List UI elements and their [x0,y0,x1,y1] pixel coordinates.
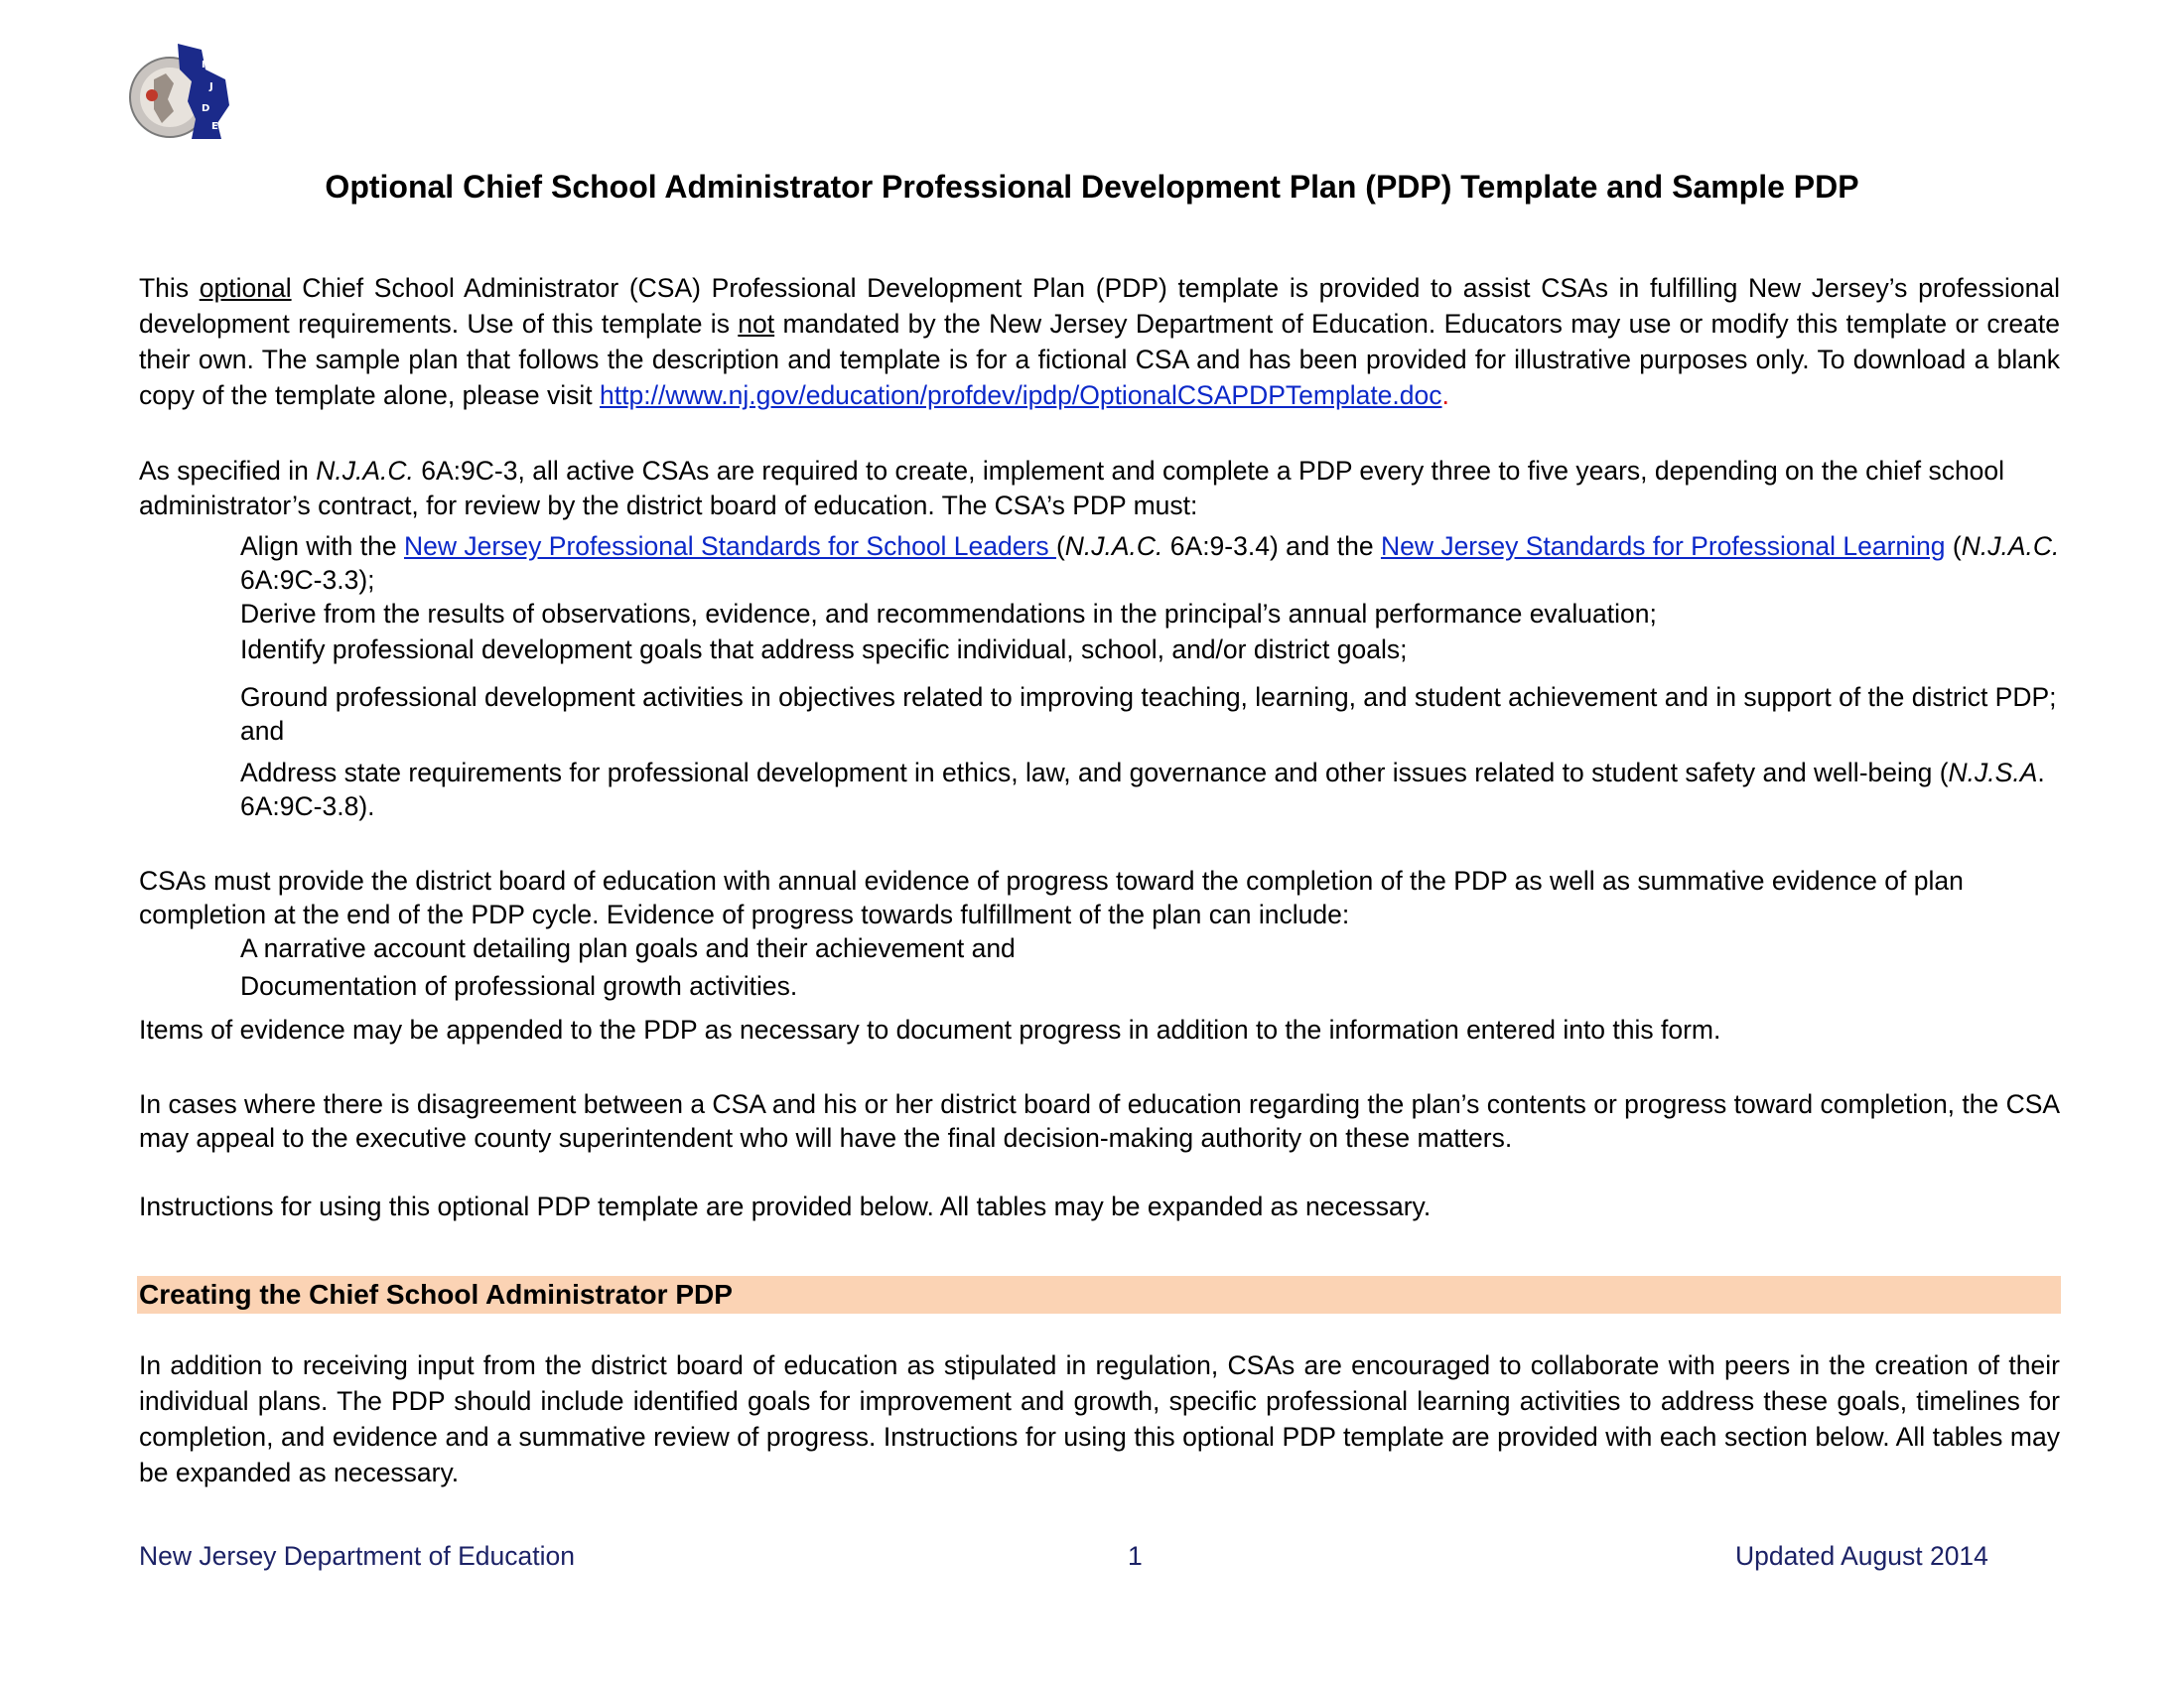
creating-paragraph: In addition to receiving input from the district board of education as stipulated in regulation, CSAs are encouraged to collaborate with peers in the creation of their individual plans. The PDP should include identified goals for improvement and growth, specific professional learning activities to address these goals, timelines for completion, and evidence and a summative review of progress. Instructions for using this optional PDP template are provided with each section below. All tables may be expanded as necessary. [139,1350,2060,1487]
specified-text: As specified in [139,456,317,486]
instructions-paragraph: Instructions for using this optional PDP template are provided below. All tables may be expanded as necessary. [139,1192,1432,1221]
list-item-text: Identify professional development goals that address specific individual, school, and/or district goals; [240,634,1408,664]
optional-emphasis: optional [199,273,292,303]
list-item-text: . 6A:9C-3.8). [240,758,2045,821]
list-item [139,931,2075,965]
footer-right: Updated August 2014 [1735,1541,1988,1571]
list-item-text: 6A:9-3.4) and the [1162,531,1381,561]
list-item [139,969,2075,1003]
list-item-text: Documentation of professional growth activities. [240,971,798,1001]
list-item-text: 6A:9C-3.3); [240,565,375,595]
list-item-text: Derive from the results of observations, evidence, and recommendations in the principal’s annual performance evaluation; [240,599,1657,629]
svg-text:E: E [211,121,218,132]
intro-text: Chief School Administrator (CSA) Professional Development Plan (PDP) template is provided to assist CSAs in fulfilling New Jersey’s professional development requirements. Use of this template is [139,273,2060,339]
page-number: 1 [1128,1541,1143,1571]
nj-doe-logo [122,40,241,139]
njac-citation: N.J.A.C. [1064,531,1163,561]
specified-text: 6A:9C-3, all active CSAs are required to create, implement and complete a PDP every three to five years, depending on the chief school administrator’s contract, for review by the district board of education. The CSA’s PDP must: [139,456,2005,520]
section-heading-bar [137,1276,2061,1314]
svg-text:D: D [202,103,210,114]
document-title: Optional Chief School Administrator Professional Development Plan (PDP) Template and Sample PDP [325,169,1859,205]
list-item-text: A narrative account detailing plan goals and their achievement and [240,933,1016,963]
njac-citation: N.J.A.C. [316,456,414,486]
list-item-text: ( [1055,531,1065,561]
disagreement-paragraph: In cases where there is disagreement between a CSA and his or her district board of education regarding the plan’s contents or progress toward completion, the CSA may appeal to the executive county superintendent who will have the final decision-making authority on these matters. [139,1089,2059,1153]
njsa-citation: N.J.S.A [1948,758,2038,787]
list-item-text: Align with the [240,531,404,561]
items-evidence-paragraph: Items of evidence may be appended to the PDP as necessary to document progress in addition to the information entered into this form. [139,1015,1721,1045]
not-emphasis: not [738,309,775,339]
list-item-text: ( [1945,531,1962,561]
list-item [139,529,2075,597]
list-item-text: Ground professional development activities in objectives related to improving teaching, learning, and student achievement and in support of the district PDP; and [240,682,2057,746]
specified-paragraph [139,454,2060,523]
list-item [139,633,2075,666]
evidence-paragraph: CSAs must provide the district board of education with annual evidence of progress toward the completion of the PDP as well as summative evidence of plan completion at the end of the PDP cycle. Evidence of progress towards fulfillment of the plan can include: [139,866,1964,929]
pdp-requirements-list [139,529,2075,823]
list-item [139,756,2075,823]
njac-citation: N.J.A.C. [1961,531,2060,561]
template-download-link[interactable]: http://www.nj.gov/education/profdev/ipdp/OptionalCSAPDPTemplate.doc [600,380,1442,410]
list-item [139,597,2075,631]
intro-period: . [1441,380,1449,410]
list-item-text: Address state requirements for professional development in ethics, law, and governance and other issues related to student safety and well-being ( [240,758,1949,787]
svg-text:J: J [209,81,213,92]
evidence-list [139,931,2075,1003]
standards-school-leaders-link[interactable]: New Jersey Professional Standards for School Leaders [403,531,1056,561]
intro-paragraph [139,270,2060,413]
intro-text: mandated by the New Jersey Department of Education. Educators may use or modify this template or create their own. The sample plan that follows the description and template is for a fictional CSA and has been provided for illustrative purposes only. To download a blank copy of the template alone, please visit [139,309,2060,410]
standards-professional-learning-link[interactable]: New Jersey Standards for Professional Learning [1380,531,1946,561]
svg-text:N: N [202,60,210,70]
section-heading: Creating the Chief School Administrator PDP [139,1279,733,1310]
intro-text: This [139,273,200,303]
list-item [139,680,2075,748]
footer-left: New Jersey Department of Education [139,1541,575,1571]
